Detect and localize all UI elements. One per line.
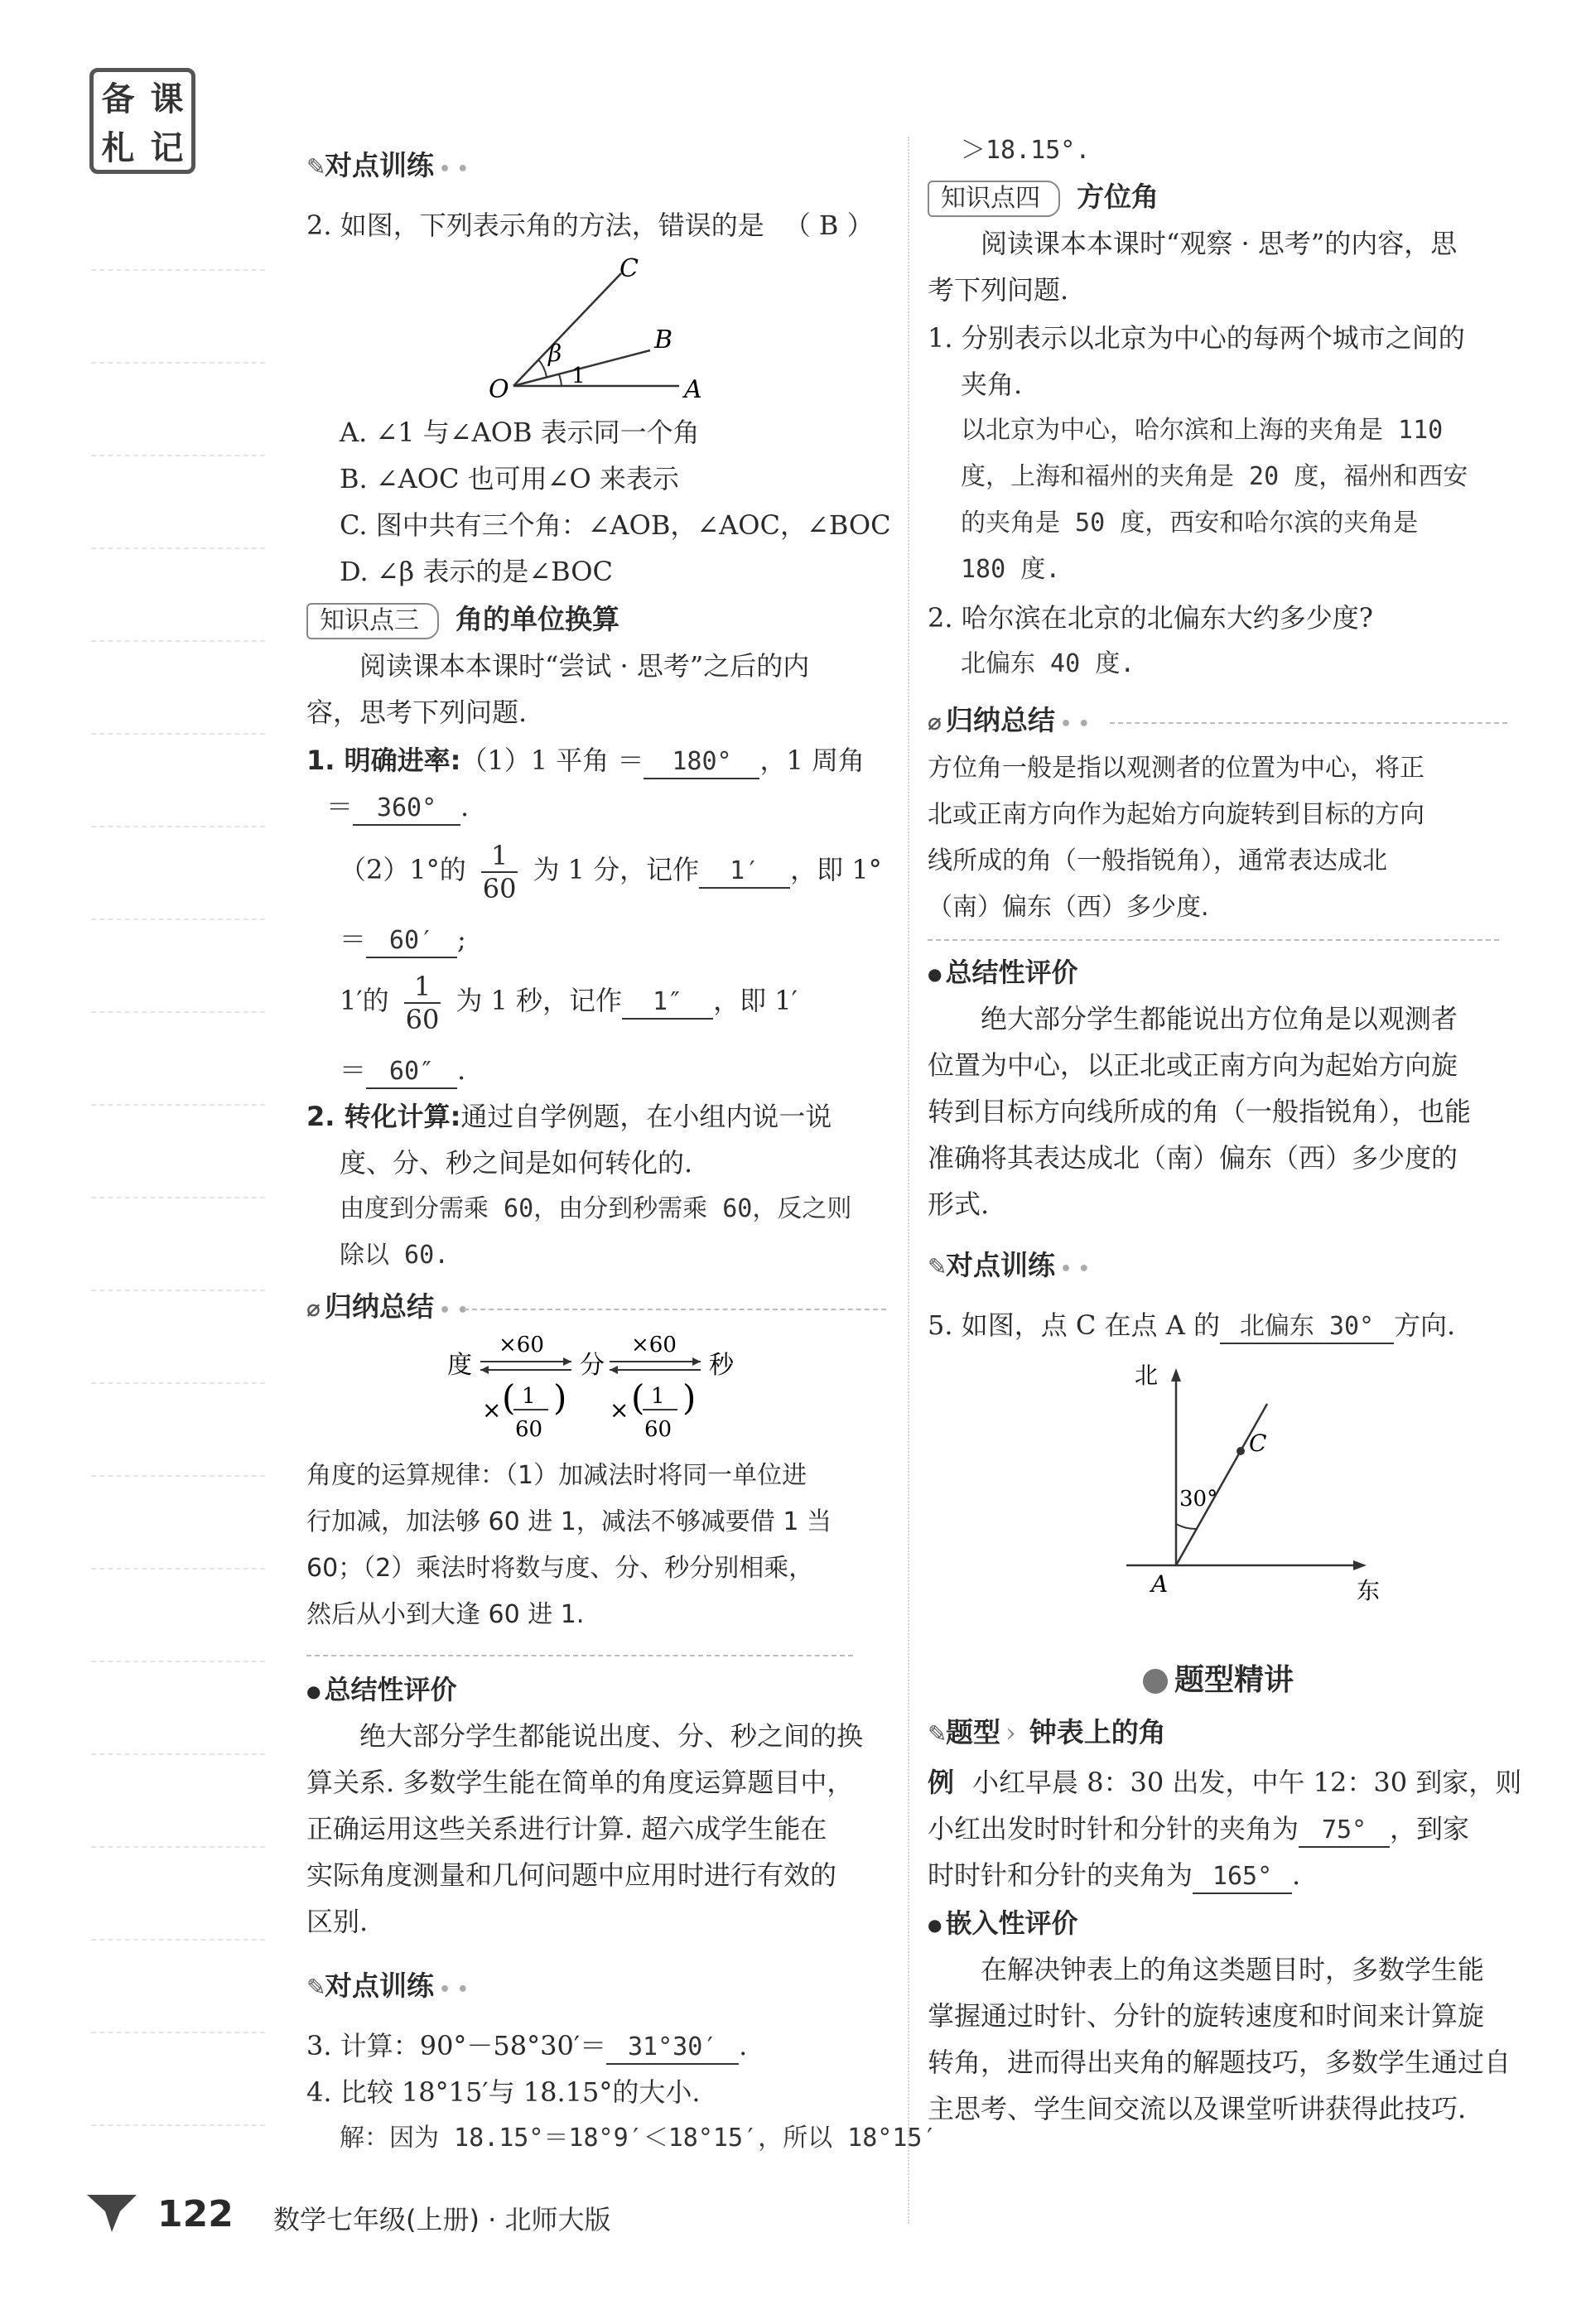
question-4: 4. 比较 18°15′与 18.15°的大小. [306,2076,701,2108]
label-o: O [489,375,509,404]
question-2: 2. 哈尔滨在北京的北偏东大约多少度? [928,602,1373,634]
evaluation-line: 绝大部分学生都能说出度、分、秒之间的换 [359,1720,864,1752]
notes-lines [91,178,265,2126]
label-c: C [619,254,639,283]
logo-char: 课 [150,80,184,118]
knowledge-point-3-header: 知识点三 角的单位换算 [306,601,619,639]
label-b: B [654,325,673,354]
summary-line: 然后从小到大逢 60 进 1. [306,1600,585,1629]
north-label: 北 [1135,1362,1159,1389]
embedded-evaluation-heading: ● 嵌入性评价 [928,1905,1077,1943]
svg-text:×: × [482,1396,502,1424]
svg-text:分: 分 [580,1351,605,1380]
east-label: 东 [1357,1577,1381,1604]
example-line: 例 小红早晨 8：30 出发，中午 12：30 到家，则 [928,1767,1522,1798]
pencil-icon: ✎ [306,153,326,181]
answer-line: 解：因为 18.15°＝18°9′＜18°15′，所以 18°15′ [340,2124,938,2153]
evaluation-line: 算关系. 多数学生能在简单的角度运算题目中， [306,1767,854,1798]
question-type-header: ✎题型 › 钟表上的角 [928,1714,1166,1753]
column-divider [908,137,909,2224]
kp3-intro: 阅读课本本课时“尝试 · 思考”之后的内 [359,650,810,682]
answer-line: 北偏东 40 度. [961,649,1135,678]
fraction: $\frac{1}{60}$ [482,839,517,904]
answer-line: 的夹角是 50 度，西安和哈尔滨的夹角是 [961,509,1419,538]
practice-heading: ✎对点训练 • • [928,1247,1090,1288]
label-one: 1 [571,364,586,388]
section-title: 题型精讲 [1143,1656,1294,1699]
question-1-line6: ＝ 60″ . [340,1052,465,1089]
pencil-icon: ✎ [306,1974,326,2001]
question-5: 5. 如图，点 C 在点 A 的 北偏东 30° 方向. [928,1307,1455,1344]
evaluation-line: 实际角度测量和几何问题中应用时进行有效的 [306,1859,837,1891]
evaluation-heading: ● 总结性评价 [928,954,1077,992]
example-line: 小红出发时时针和分针的夹角为 75° ，到家 [928,1811,1469,1848]
angle-figure [480,248,702,406]
pencil-icon: ✎ [928,1720,947,1748]
svg-text:(: ( [502,1377,516,1418]
logo-char: 记 [150,129,184,167]
label-beta: β [548,340,562,367]
question-2: 2. 如图，下列表示角的方法，错误的是 （ B ） [306,210,874,241]
answer-line: 180 度. [961,555,1061,584]
evaluation-line: 区别. [306,1906,369,1937]
page-number: 122 [157,2193,234,2235]
kp4-intro: 考下列问题. [928,274,1069,306]
question-1-line4: ＝ 60′ ; [340,921,466,958]
lecture-icon [1143,1669,1168,1694]
summary-line: 行加减，加法够 60 进 1，减法不够减要借 1 当 [306,1507,832,1536]
answer-line: ＞18.15°. [961,136,1091,165]
evaluation-heading: ● 总结性评价 [306,1671,456,1709]
svg-text:): ) [553,1377,567,1418]
svg-text:): ) [682,1377,697,1418]
lesson-notes-logo [89,68,195,174]
knowledge-point-tag: 知识点四 [928,181,1060,217]
svg-text:秒: 秒 [709,1351,734,1380]
point-a-label: A [1151,1570,1169,1598]
kp4-intro: 阅读课本本课时“观察 · 思考”的内容，思 [981,228,1458,259]
question-2b-line2: 度、分、秒之间是如何转化的. [340,1147,693,1179]
bearing-figure [1110,1358,1391,1615]
question-3: 3. 计算：90°－58°30′＝ 31°30′ . [306,2027,747,2065]
answer-line: 除以 60. [340,1241,450,1270]
summary-line: 北或正南方向作为起始方向旋转到目标的方向 [928,800,1425,829]
evaluation-line: 正确运用这些关系进行计算. 超六成学生能在 [306,1813,827,1844]
summary-heading: ⌀ 归纳总结 • • [928,702,1090,743]
svg-text:60: 60 [515,1417,543,1442]
question-1: 1. 明确进率:（1）1 平角 ＝ 180° ，1 周角 [306,742,865,779]
question-1-part2: （2）1°的 $\frac{1}{60}$ 为 1 分，记作 1′ ，即 1° [340,839,882,904]
option-c: C. 图中共有三个角：∠AOB，∠AOC，∠BOC [340,509,891,541]
svg-text:×60: ×60 [499,1333,544,1357]
summary-line: 60；（2）乘法时将数与度、分、秒分别相乘， [306,1554,814,1583]
option-a: A. ∠1 与∠AOB 表示同一个角 [340,417,700,448]
evaluation-line: 主思考、学生间交流以及课堂听讲获得此技巧. [928,2093,1467,2124]
evaluation-line: 掌握通过时针、分针的旋转速度和时间来计算旋 [928,2000,1485,2032]
angle-label: 30° [1179,1487,1218,1512]
svg-text:×60: ×60 [631,1333,677,1357]
practice-heading: ✎对点训练 • • [306,147,469,188]
question-1-part3: 1′的 $\frac{1}{60}$ 为 1 秒，记作 1″ ，即 1′ [340,970,798,1035]
eraser-icon: ⌀ [928,708,942,735]
question-2b: 2. 转化计算:通过自学例题，在小组内说一说 [306,1101,832,1132]
practice-heading: ✎对点训练 • • [306,1968,469,2008]
svg-text:×: × [610,1396,629,1424]
svg-text:60: 60 [644,1417,672,1442]
question-1: 1. 分别表示以北京为中心的每两个城市之间的 [928,322,1465,354]
evaluation-line: 准确将其表达成北（南）偏东（西）多少度的 [928,1142,1458,1174]
question-1-line2: 夹角. [961,369,1023,400]
svg-text:1: 1 [651,1384,665,1409]
knowledge-point-4-header: 知识点四 方位角 [928,179,1159,217]
svg-text:1: 1 [522,1384,536,1409]
knowledge-point-tag: 知识点三 [306,603,439,639]
example-line: 时时针和分针的夹角为 165° . [928,1857,1300,1894]
option-d: D. ∠β 表示的是∠BOC [340,556,613,587]
fraction: $\frac{1}{60}$ [405,970,440,1035]
evaluation-line: 形式. [928,1189,990,1220]
book-title: 数学七年级(上册) · 北师大版 [273,2204,611,2235]
pencil-icon: ✎ [928,1253,947,1280]
answer-line: 度，上海和福州的夹角是 20 度，福州和西安 [961,462,1468,491]
evaluation-line: 绝大部分学生都能说出方位角是以观测者 [981,1003,1458,1034]
label-a: A [684,375,702,404]
point-c-label: C [1249,1430,1267,1457]
evaluation-line: 在解决钟表上的角这类题目时，多数学生能 [981,1954,1485,1985]
question-1-line2: ＝ 360° . [326,788,469,826]
eraser-icon: ⌀ [306,1295,321,1322]
logo-char: 札 [101,129,135,167]
summary-heading: ⌀ 归纳总结 • • [306,1289,469,1329]
answer-line: 以北京为中心，哈尔滨和上海的夹角是 110 [961,416,1444,445]
unit-conversion-diagram [447,1333,745,1458]
svg-text:度: 度 [447,1351,472,1380]
summary-line: 线所成的角（一般指锐角），通常表达成北 [928,846,1387,875]
summary-line: （南）偏东（西）多少度. [928,893,1209,922]
summary-line: 角度的运算规律：（1）加减法时将同一单位进 [306,1461,807,1490]
evaluation-line: 转到目标方向线所成的角（一般指锐角），也能 [928,1096,1472,1127]
logo-char: 备 [101,80,135,118]
answer-line: 由度到分需乘 60，由分到秒需乘 60，反之则 [340,1194,852,1223]
summary-line: 方位角一般是指以观测者的位置为中心，将正 [928,754,1425,783]
kp3-intro: 容，思考下列问题. [306,697,528,728]
evaluation-line: 位置为中心，以正北或正南方向为起始方向旋 [928,1049,1458,1081]
corner-decoration-icon [79,2187,145,2236]
evaluation-line: 转角，进而得出夹角的解题技巧，多数学生通过自 [928,2047,1511,2078]
svg-text:(: ( [631,1377,645,1418]
option-b: B. ∠AOC 也可用∠O 来表示 [340,463,679,494]
